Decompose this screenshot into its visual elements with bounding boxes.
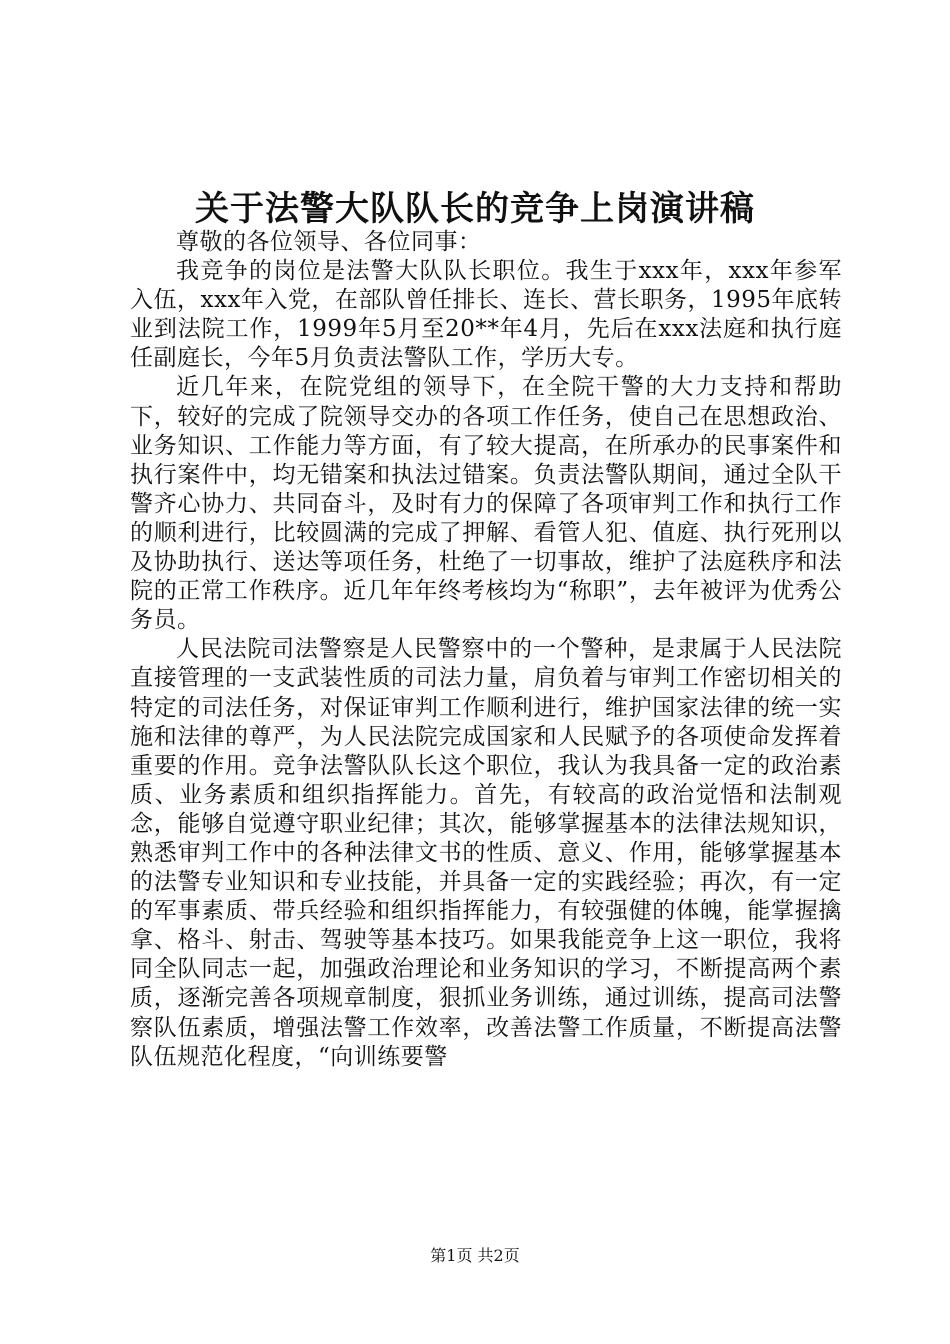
document-title: 关于法警大队队长的竞争上岗演讲稿 xyxy=(195,189,755,229)
page-number-footer: 第1页 共2页 xyxy=(430,1246,520,1265)
paragraph-qualifications: 人民法院司法警察是人民警察中的一个警种，是隶属于人民法院直接管理的一支武装性质的司法力量，肩负着与审判工作密切相关的特定的司法任务，对保证审判工作顺利进行，维护国家法律的统一实施和法律的尊严，为人民法院完成国家和人民赋予的各项使命发挥着重要的作用。竞争法警队队长这个职位，我认为我具备一定的政治素质、业务素质和组织指挥能力。首先，有较高的政治觉悟和法制观念，能够自觉遵守职业纪律；其次，能够掌握基本的法律法规知识，熟悉审判工作中的各种法律文书的性质、意义、作用，能够掌握基本的法警专业知识和专业技能，并具备一定的实践经验；再次，有一定的军事素质、带兵经验和组织指挥能力，有较强健的体魄，能掌握擒拿、格斗、射击、驾驶等基本技巧。如果我能竞争上这一职位，我将同全队同志一起，加强政治理论和业务知识的学习，不断提高两个素质，逐渐完善各项规章制度，狠抓业务训练，通过训练，提高司法警察队伍素质，增强法警工作效率，改善法警工作质量，不断提高法警队伍规范化程度，“向训练要警 xyxy=(130,636,842,1070)
document-body xyxy=(130,228,842,1072)
paragraph-background: 我竞争的岗位是法警大队队长职位。我生于xxx年，xxx年参军入伍，xxx年入党，在部队曾任排长、连长、营长职务，1995年底转业到法院工作，1999年5月至20**年4月，先后在xxx法庭和执行庭任副庭长，今年5月负责法警队工作，学历大专。 xyxy=(130,258,842,372)
paragraph-achievements: 近几年来，在院党组的领导下，在全院干警的大力支持和帮助下，较好的完成了院领导交办的各项工作任务，使自己在思想政治、业务知识、工作能力等方面，有了较大提高，在所承办的民事案件和执行案件中，均无错案和执法过错案。负责法警队期间，通过全队干警齐心协力、共同奋斗，及时有力的保障了各项审判工作和执行工作的顺利进行，比较圆满的完成了押解、看管人犯、值庭、执行死刑以及协助执行、送达等项任务，杜绝了一切事故，维护了法庭秩序和法院的正常工作秩序。近几年年终考核均为“称职”，去年被评为优秀公务员。 xyxy=(130,374,842,634)
salutation: 尊敬的各位领导、各位同事： xyxy=(176,229,482,255)
